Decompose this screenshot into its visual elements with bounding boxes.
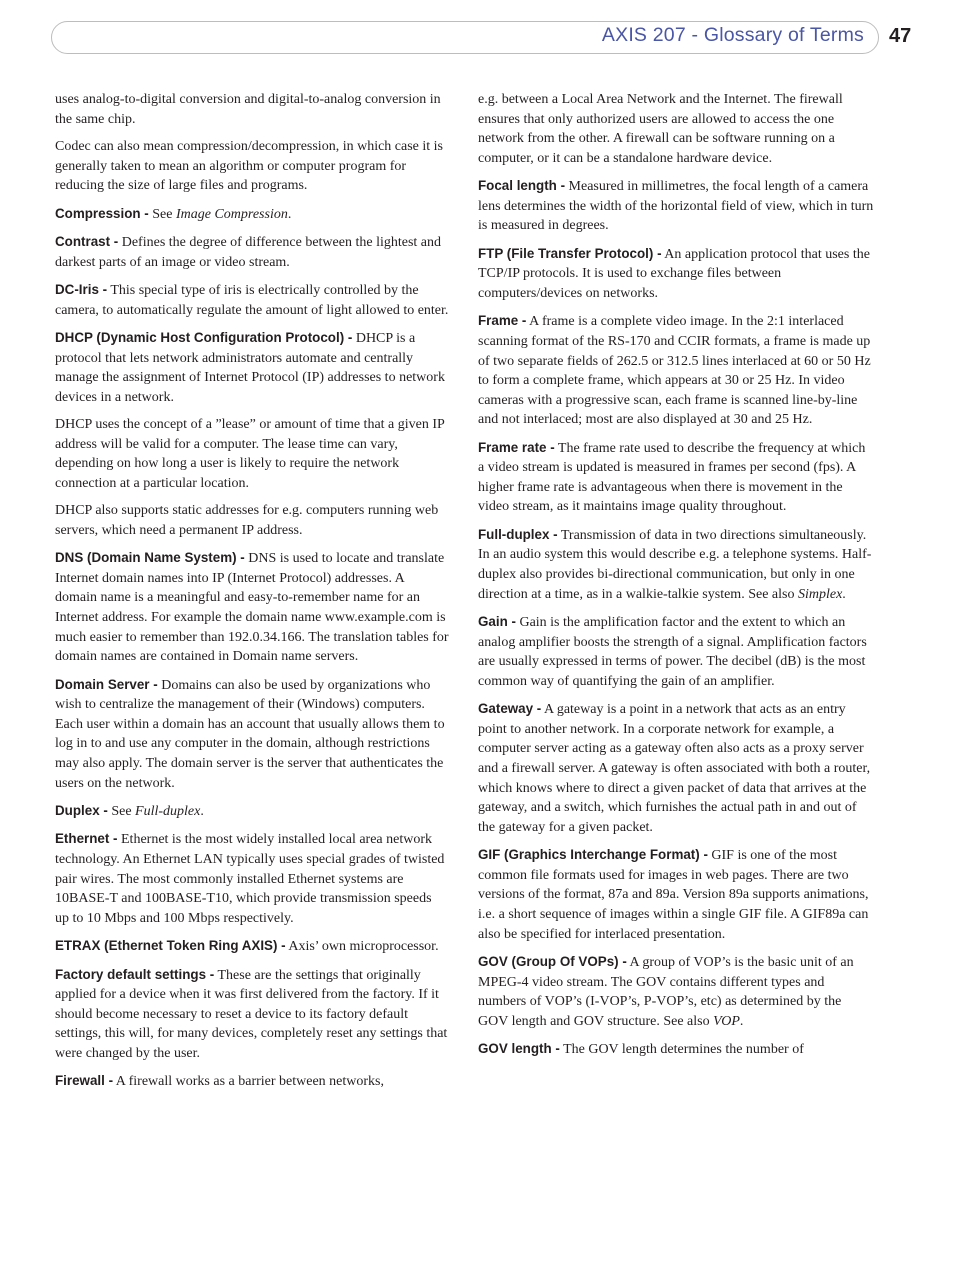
glossary-definition: Measured in millimetres, the focal length of a camera lens determines the width of the horizontal field of view, which in turn is measured in degrees. [478, 179, 874, 234]
glossary-entry [55, 675, 449, 794]
glossary-definition: Gain is the amplification factor and the extent to which an analog amplifier boosts the strength of a signal. Amplification factors are usually expressed in terms of power. The decibel (dB) is the most common way of quantifying the gain of an amplifier. [478, 615, 867, 689]
glossary-entry [55, 936, 449, 957]
glossary-term: ETRAX (Ethernet Token Ring AXIS) - [55, 938, 286, 954]
glossary-term: Domain Server - [55, 676, 158, 692]
glossary-entry [478, 176, 874, 236]
glossary-term: Firewall - [55, 1073, 114, 1089]
glossary-definition: Defines the degree of difference between the lightest and darkest parts of an image or video stream. [55, 234, 441, 270]
glossary-term: Full-duplex - [478, 526, 558, 542]
glossary-entry [478, 311, 874, 430]
glossary-definition: See [148, 206, 176, 222]
glossary-term: GIF (Graphics Interchange Format) - [478, 847, 708, 863]
glossary-term: Ethernet - [55, 831, 118, 847]
glossary-definition: See [107, 803, 136, 819]
glossary-term: Duplex - [55, 802, 108, 818]
glossary-term: Contrast - [55, 233, 119, 249]
glossary-entry [478, 244, 874, 304]
glossary-term: GOV (Group Of VOPs) - [478, 953, 627, 969]
glossary-definition: A firewall works as a barrier between networks, [113, 1074, 385, 1090]
glossary-definition: The GOV length determines the number of [559, 1042, 804, 1058]
punctuation: . [287, 206, 292, 222]
glossary-entry [55, 280, 449, 320]
glossary-entry [55, 1071, 449, 1092]
glossary-entry [55, 548, 449, 667]
glossary-entry [478, 525, 874, 604]
glossary-definition: The frame rate used to describe the frequency at which a video stream is updated is measured in frames per second (fps). A higher frame rate is advantageous when there is movement in the video stream, as it maintains image quality throughout. [478, 440, 866, 515]
glossary-paragraph [55, 415, 449, 493]
glossary-entry [55, 965, 449, 1064]
glossary-entry [478, 952, 874, 1031]
glossary-term: Frame - [478, 313, 527, 329]
glossary-term: Gateway - [478, 701, 542, 717]
glossary-term: Gain - [478, 614, 516, 630]
glossary-term: FTP (File Transfer Protocol) - [478, 245, 662, 261]
glossary-definition: This special type of iris is electrically controlled by the camera, to automatically regulate the amount of light allowed to enter. [55, 282, 449, 318]
glossary-term: Factory default settings - [55, 966, 215, 982]
glossary-definition: DHCP also supports static addresses for e.g. computers running web servers, which need a permanent IP address. [55, 503, 439, 538]
glossary-definition: An application protocol that uses the TCP/IP protocols. It is used to exchange files between computers/devices on networks. [478, 246, 870, 301]
glossary-entry [55, 232, 449, 272]
glossary-term: DHCP (Dynamic Host Configuration Protocol) - [55, 329, 353, 345]
glossary-paragraph [55, 90, 449, 129]
glossary-entry [478, 438, 874, 517]
punctuation: . [200, 803, 204, 819]
glossary-term: DC-Iris - [55, 281, 108, 297]
glossary-definition: Axis’ own microprocessor. [285, 939, 439, 955]
page-title: AXIS 207 - Glossary of Terms [601, 24, 864, 46]
punctuation: . [739, 1013, 744, 1029]
glossary-entry [478, 612, 874, 691]
glossary-entry [478, 1039, 874, 1060]
glossary-term: Compression - [55, 205, 149, 221]
glossary-entry [55, 829, 449, 928]
glossary-term: Focal length - [478, 178, 566, 194]
glossary-entry [55, 328, 449, 407]
cross-reference: Image Compression [175, 206, 288, 222]
cross-reference: Simplex [797, 586, 843, 602]
page-number: 47 [889, 25, 912, 47]
glossary-definition: Domains can also be used by organizations who wish to centralize the management of their (Windows) computers. Each user within a domain has an account that usually allows them to log in to and use any computer in the domain, although restrictions may also apply. The domain server is the server that authenticates the users on the network. [55, 677, 445, 791]
glossary-term: GOV length - [478, 1041, 560, 1057]
punctuation: . [842, 586, 846, 602]
glossary-definition: DHCP is a protocol that lets network administrators automate and centrally manage the assignment of Internet Protocol (IP) addresses to network devices in a network. [55, 330, 445, 405]
glossary-definition: GIF is one of the most common file formats used for images in web pages. There are two versions of the format, 87a and 89a. Version 89a supports animations, i.e. a short sequence of images within a single GIF file. A GIF89a can also be specified for interlaced presentation. [478, 848, 869, 942]
cross-reference: VOP [713, 1013, 740, 1029]
cross-reference: Full-duplex [135, 803, 201, 819]
glossary-entry [478, 845, 874, 944]
glossary-paragraph [55, 501, 449, 540]
glossary-definition: Ethernet is the most widely installed local area network technology. An Ethernet LAN typically uses special grades of twisted pair wires. The most commonly installed Ethernet systems are 10BASE-T and 100BASE-T10, which provide transmission speeds up to 10 Mbps and 100 Mbps respectively. [55, 832, 445, 926]
glossary-paragraph [478, 90, 874, 168]
glossary-definition: A group of VOP’s is the basic unit of an MPEG-4 video stream. The GOV contains different types and numbers of VOP’s (I-VOP’s, P-VOP’s, etc) as determined by the GOV length and GOV structure. See also [478, 954, 854, 1029]
glossary-term: DNS (Domain Name System) - [55, 550, 245, 566]
glossary-definition: uses analog-to-digital conversion and digital-to-analog conversion in the same chip. [55, 92, 441, 127]
glossary-definition: Transmission of data in two directions simultaneously. In an audio system this would describe e.g. a telephone systems. Half-duplex also provides bi-directional communication, but only in one direction at a time, as in a walkie-talkie system. See also [478, 527, 872, 602]
glossary-definition: Codec can also mean compression/decompression, in which case it is generally taken to mean an algorithm or computer program for reducing the size of large files and programs. [55, 138, 444, 194]
glossary-paragraph [55, 137, 449, 196]
glossary-definition: A frame is a complete video image. In the 2:1 interlaced scanning format of the RS-170 and CCIR formats, a frame is made up of two separate fields of 262.5 or 312.5 lines interlaced at 60 or 50 Hz to form a complete frame, which appears at 30 or 25 Hz. In video cameras with a progressive scan, each frame is scanned line-by-line and not interlaced; most are also displayed at 30 and 25 Hz. [478, 314, 871, 428]
glossary-entry [55, 801, 449, 822]
glossary-entry [478, 699, 874, 837]
glossary-term: Frame rate - [478, 439, 555, 455]
glossary-definition: A gateway is a point in a network that acts as an entry point to another network. In a corporate network for example, a computer server acting as a gateway often also acts as a proxy server and a firewall server. A gateway is often associated with both a router, which knows where to direct a given packet of data that arrives at the gateway, and a switch, which furnishes the actual path in and out of the gateway for a given packet. [478, 702, 871, 835]
glossary-entry [55, 204, 449, 225]
glossary-definition: These are the settings that originally applied for a device when it was first delivered from the factory. If it should become necessary to reset a device to its factory default settings, this will, for many devices, completely reset any settings that were changed by the user. [55, 967, 448, 1061]
glossary-definition: DNS is used to locate and translate Internet domain names into IP (Internet Protocol) addresses. A domain name is a meaningful and easy-to-remember name for an Internet address. For example the domain name www.example.com is much easier to remember than 192.0.34.166. The translation tables for domain names are contained in Domain name servers. [55, 551, 449, 665]
left-column [55, 90, 449, 1100]
right-column [478, 90, 874, 1067]
glossary-definition: e.g. between a Local Area Network and the Internet. The firewall ensures that only authorized users are allowed to access the one network from the other. A firewall can be software running on a computer, or it can be a standalone hardware device. [478, 92, 843, 166]
glossary-definition: DHCP uses the concept of a ”lease” or amount of time that a given IP address will be valid for a computer. The lease time can vary, depending on how long a user is likely to require the network connection at a particular location. [55, 417, 445, 491]
